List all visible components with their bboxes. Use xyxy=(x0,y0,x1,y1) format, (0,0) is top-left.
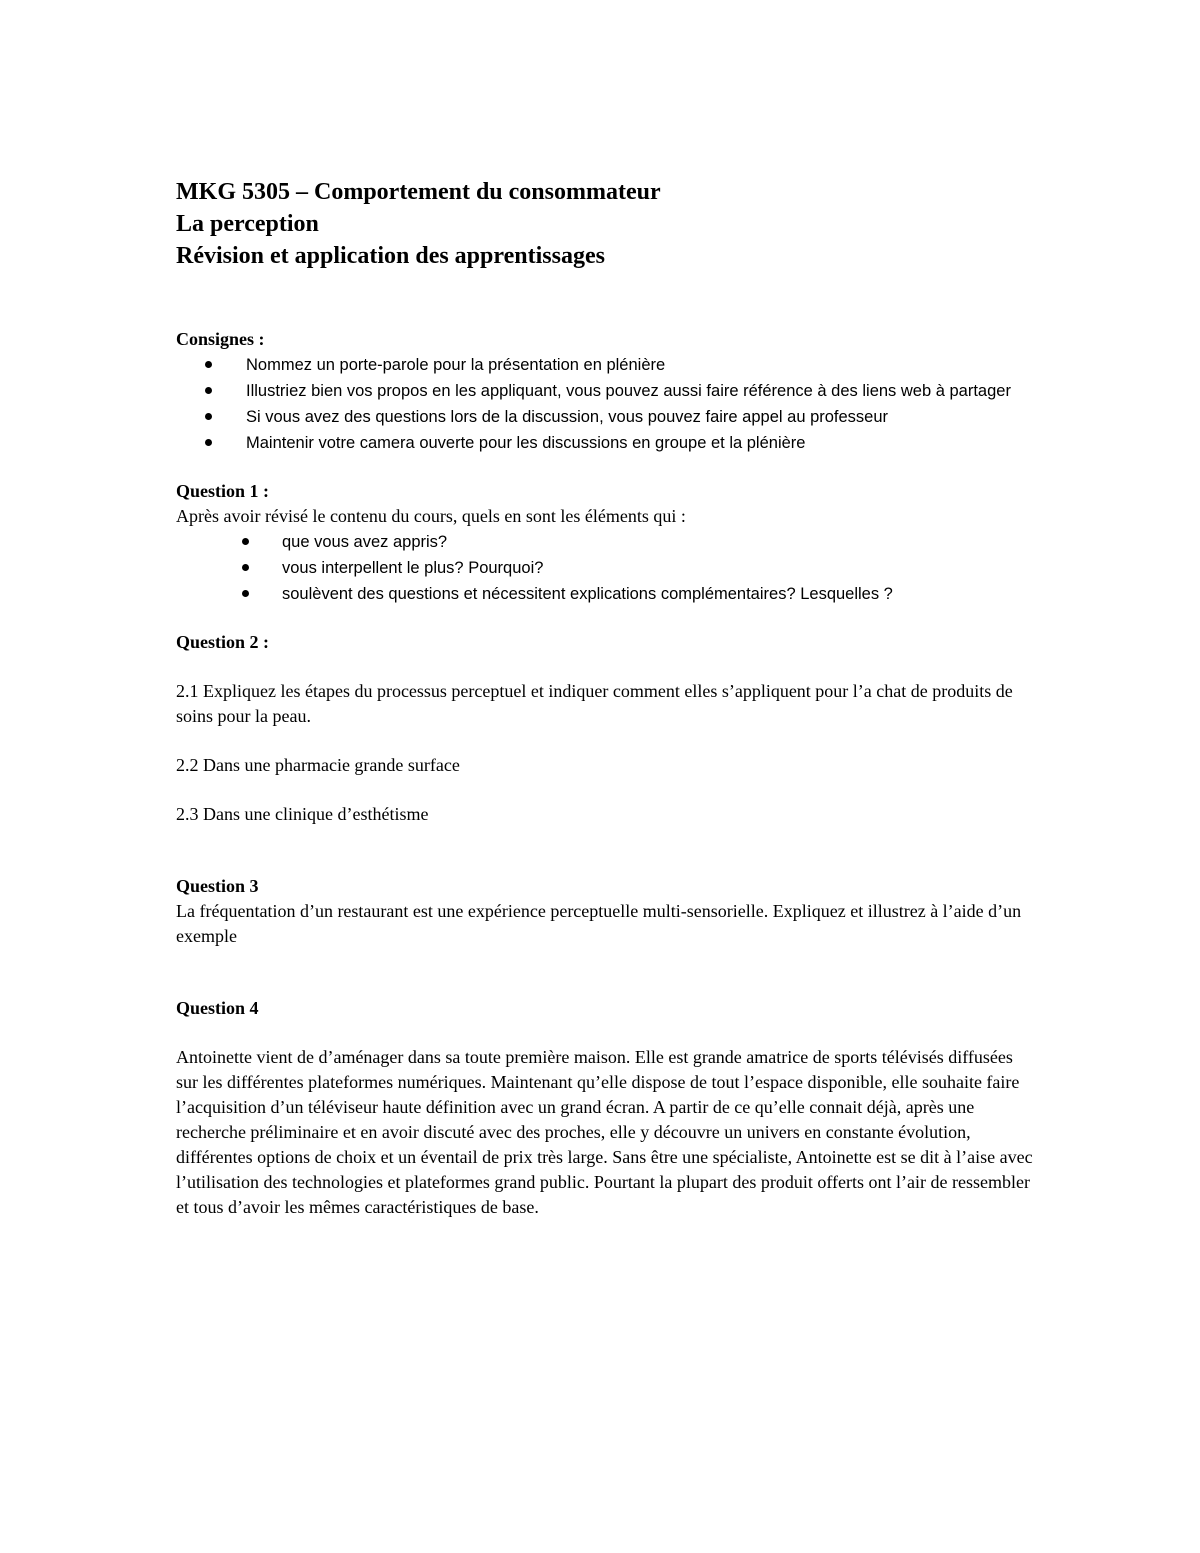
question1-section xyxy=(176,479,1036,607)
bullet-icon xyxy=(205,361,212,368)
document-header xyxy=(176,176,1036,272)
question4-text: Antoinette vient de d’aménager dans sa toute première maison. Elle est grande amatrice de sports télévisés diffusées sur les différentes plateformes numériques. Maintenant qu’elle dispose de tout l’espace disponible, elle souhaite faire l’acquisition d’un téléviseur haute définition avec un grand écran. A partir de ce qu’elle connait déjà, après une recherche préliminaire et en avoir discuté avec des proches, elle y découvre un univers en constante évolution, différentes options de choix et un éventail de prix très large. Sans être une spécialiste, Antoinette est se dit à l’aise avec l’utilisation des technologies et plateformes grand public. Pourtant la plupart des produit offerts ont l’air de ressembler et tous d’avoir les mêmes caractéristiques de base. xyxy=(176,1047,1033,1217)
bullet-icon xyxy=(242,590,249,597)
bullet-icon xyxy=(205,387,212,394)
list-item: soulèvent des questions et nécessitent explications complémentaires? Lesquelles ? xyxy=(176,581,1036,607)
question1-intro: Après avoir révisé le contenu du cours, quels en sont les éléments qui : xyxy=(176,506,686,526)
question3-section xyxy=(176,874,1036,949)
question2-heading: Question 2 : xyxy=(176,632,270,652)
topic-title: La perception xyxy=(176,211,319,237)
list-item: vous interpellent le plus? Pourquoi? xyxy=(176,555,1036,581)
subtitle: Révision et application des apprentissages xyxy=(176,243,605,269)
question1-list xyxy=(176,529,1036,607)
list-item: Si vous avez des questions lors de la discussion, vous pouvez faire appel au professeur xyxy=(176,404,1036,430)
bullet-icon xyxy=(205,439,212,446)
list-item: Illustriez bien vos propos en les appliquant, vous pouvez aussi faire référence à des liens web à partager xyxy=(176,378,1036,404)
consignes-list xyxy=(176,352,1036,456)
course-title: MKG 5305 – Comportement du consommateur xyxy=(176,179,661,205)
question2-part2: 2.2 Dans une pharmacie grande surface xyxy=(176,755,460,775)
question4-heading: Question 4 xyxy=(176,998,259,1018)
bullet-icon xyxy=(242,538,249,545)
question3-heading: Question 3 xyxy=(176,876,259,896)
bullet-icon xyxy=(205,413,212,420)
consignes-section xyxy=(176,327,1036,456)
document-content xyxy=(176,176,1036,1220)
question2-part1: 2.1 Expliquez les étapes du processus perceptuel et indiquer comment elles s’appliquent pour l’a chat de produits de soins pour la peau. xyxy=(176,681,1013,726)
question2-section xyxy=(176,630,1036,827)
question3-text: La fréquentation d’un restaurant est une expérience perceptuelle multi-sensorielle. Expliquez et illustrez à l’aide d’un exemple xyxy=(176,901,1022,946)
bullet-icon xyxy=(242,564,249,571)
question1-heading: Question 1 : xyxy=(176,481,270,501)
list-item: Nommez un porte-parole pour la présentation en plénière xyxy=(176,352,1036,378)
list-item: Maintenir votre camera ouverte pour les discussions en groupe et la plénière xyxy=(176,430,1036,456)
question2-part3: 2.3 Dans une clinique d’esthétisme xyxy=(176,804,429,824)
list-item: que vous avez appris? xyxy=(176,529,1036,555)
question4-section xyxy=(176,996,1036,1220)
consignes-heading: Consignes : xyxy=(176,329,265,349)
